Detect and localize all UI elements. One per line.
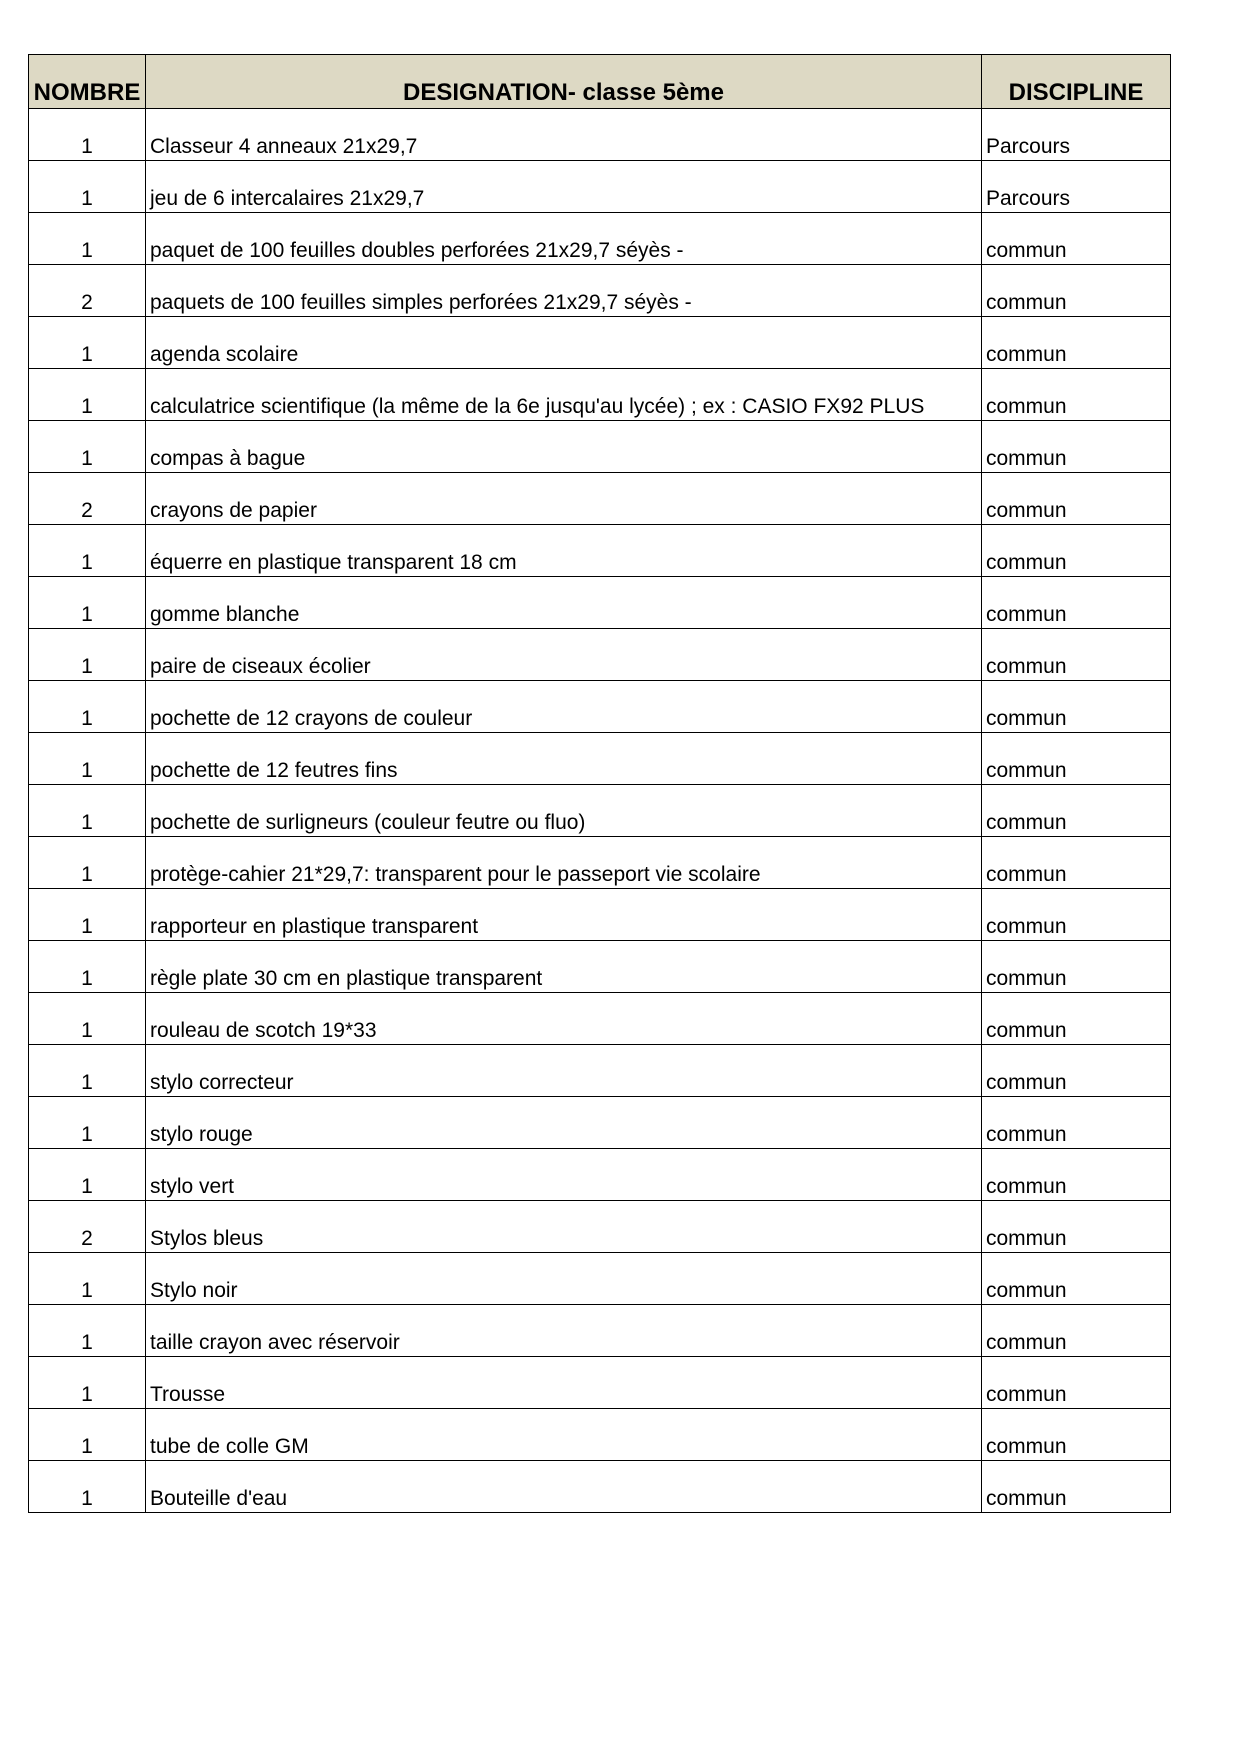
cell-discipline: commun [982,473,1171,525]
table-row [29,1461,1171,1513]
cell-nombre: 1 [29,1357,146,1409]
table-row [29,1149,1171,1201]
table-row [29,941,1171,993]
table-body [29,109,1171,1513]
cell-designation: Trousse [146,1357,982,1409]
table-row [29,1201,1171,1253]
cell-discipline: commun [982,681,1171,733]
cell-designation: Bouteille d'eau [146,1461,982,1513]
cell-nombre: 1 [29,1461,146,1513]
cell-designation: paire de ciseaux écolier [146,629,982,681]
cell-nombre: 1 [29,213,146,265]
cell-nombre: 1 [29,889,146,941]
table-row [29,837,1171,889]
cell-nombre: 2 [29,1201,146,1253]
cell-discipline: commun [982,629,1171,681]
cell-nombre: 1 [29,1253,146,1305]
cell-designation: compas à bague [146,421,982,473]
cell-designation: agenda scolaire [146,317,982,369]
cell-nombre: 1 [29,577,146,629]
table-row [29,317,1171,369]
cell-designation: Stylo noir [146,1253,982,1305]
cell-discipline: commun [982,1045,1171,1097]
cell-nombre: 1 [29,733,146,785]
cell-designation: stylo vert [146,1149,982,1201]
table-row [29,785,1171,837]
cell-discipline: commun [982,1253,1171,1305]
table-row [29,265,1171,317]
table-row [29,109,1171,161]
cell-discipline: commun [982,1357,1171,1409]
table-row [29,1045,1171,1097]
header-row [29,55,1171,109]
cell-nombre: 1 [29,317,146,369]
cell-nombre: 1 [29,369,146,421]
cell-discipline: commun [982,1305,1171,1357]
table-row [29,1253,1171,1305]
cell-discipline: commun [982,1201,1171,1253]
cell-discipline: commun [982,213,1171,265]
cell-designation: gomme blanche [146,577,982,629]
cell-designation: rouleau de scotch 19*33 [146,993,982,1045]
cell-nombre: 1 [29,525,146,577]
cell-discipline: commun [982,993,1171,1045]
table-row [29,421,1171,473]
cell-discipline: commun [982,317,1171,369]
cell-discipline: commun [982,733,1171,785]
cell-nombre: 1 [29,1409,146,1461]
cell-designation: tube de colle GM [146,1409,982,1461]
cell-discipline: commun [982,421,1171,473]
cell-designation: paquet de 100 feuilles doubles perforées 21x29,7 séyès - [146,213,982,265]
cell-designation: pochette de surligneurs (couleur feutre ou fluo) [146,785,982,837]
cell-nombre: 1 [29,1045,146,1097]
cell-discipline: commun [982,1097,1171,1149]
table-row [29,889,1171,941]
cell-nombre: 2 [29,473,146,525]
cell-discipline: commun [982,889,1171,941]
table-row [29,525,1171,577]
table-row [29,577,1171,629]
cell-nombre: 1 [29,993,146,1045]
cell-designation: Classeur 4 anneaux 21x29,7 [146,109,982,161]
cell-discipline: commun [982,785,1171,837]
cell-nombre: 2 [29,265,146,317]
cell-nombre: 1 [29,1097,146,1149]
table-row [29,369,1171,421]
cell-discipline: commun [982,525,1171,577]
cell-designation: rapporteur en plastique transparent [146,889,982,941]
header-discipline: DISCIPLINE [982,55,1171,109]
cell-discipline: Parcours [982,109,1171,161]
table-row [29,1409,1171,1461]
cell-nombre: 1 [29,941,146,993]
cell-designation: protège-cahier 21*29,7: transparent pour le passeport vie scolaire [146,837,982,889]
cell-nombre: 1 [29,1149,146,1201]
table-row [29,213,1171,265]
cell-nombre: 1 [29,681,146,733]
cell-designation: paquets de 100 feuilles simples perforées 21x29,7 séyès - [146,265,982,317]
cell-nombre: 1 [29,161,146,213]
cell-discipline: commun [982,941,1171,993]
cell-designation: Stylos bleus [146,1201,982,1253]
cell-designation: stylo correcteur [146,1045,982,1097]
table-row [29,629,1171,681]
cell-designation: pochette de 12 crayons de couleur [146,681,982,733]
table-row [29,993,1171,1045]
cell-discipline: commun [982,1461,1171,1513]
table-header [29,55,1171,109]
cell-designation: taille crayon avec réservoir [146,1305,982,1357]
table-row [29,1305,1171,1357]
cell-nombre: 1 [29,837,146,889]
table-row [29,1357,1171,1409]
cell-nombre: 1 [29,629,146,681]
cell-designation: jeu de 6 intercalaires 21x29,7 [146,161,982,213]
supplies-table [28,54,1171,1513]
cell-designation: équerre en plastique transparent 18 cm [146,525,982,577]
table-row [29,681,1171,733]
cell-designation: pochette de 12 feutres fins [146,733,982,785]
table-row [29,473,1171,525]
cell-nombre: 1 [29,109,146,161]
cell-designation: stylo rouge [146,1097,982,1149]
cell-nombre: 1 [29,421,146,473]
cell-discipline: commun [982,837,1171,889]
cell-discipline: commun [982,1409,1171,1461]
cell-discipline: commun [982,369,1171,421]
header-nombre: NOMBRE [29,55,146,109]
cell-nombre: 1 [29,785,146,837]
cell-discipline: Parcours [982,161,1171,213]
cell-designation: crayons de papier [146,473,982,525]
cell-nombre: 1 [29,1305,146,1357]
table-row [29,161,1171,213]
cell-discipline: commun [982,577,1171,629]
cell-discipline: commun [982,265,1171,317]
cell-designation: calculatrice scientifique (la même de la 6e jusqu'au lycée) ; ex : CASIO FX92 PLUS [146,369,982,421]
cell-discipline: commun [982,1149,1171,1201]
header-designation: DESIGNATION- classe 5ème [146,55,982,109]
table-row [29,733,1171,785]
cell-designation: règle plate 30 cm en plastique transparent [146,941,982,993]
table-row [29,1097,1171,1149]
